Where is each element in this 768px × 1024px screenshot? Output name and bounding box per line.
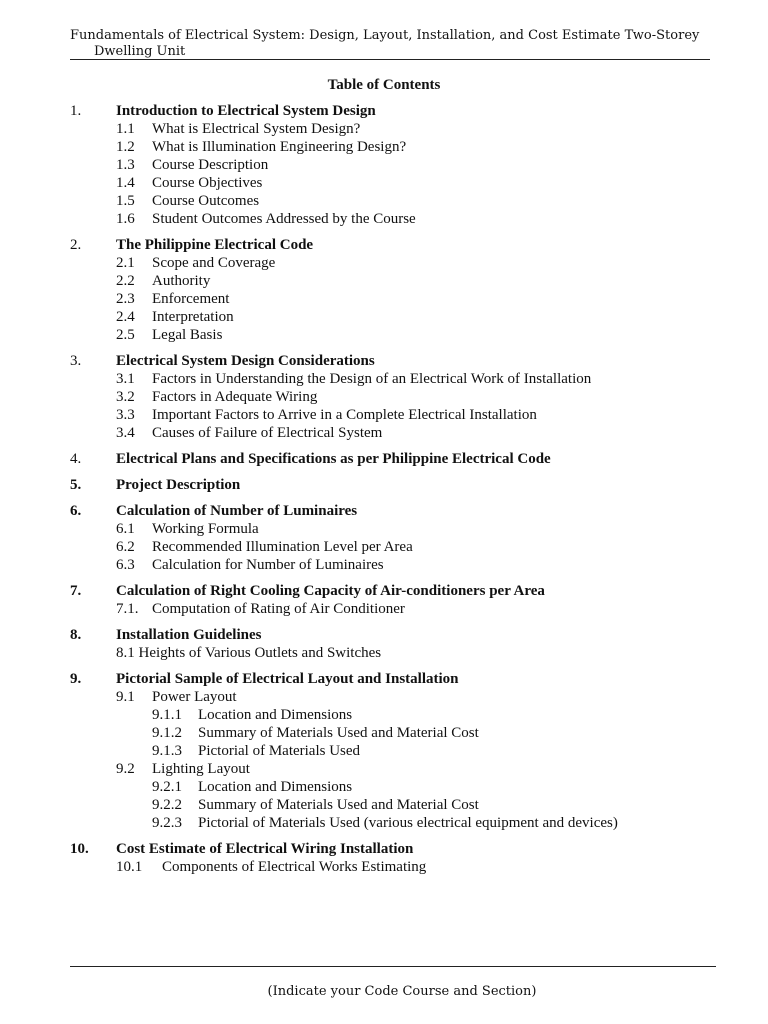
toc-title: Table of Contents [327,77,441,93]
toc-subsection [0,370,768,388]
toc-subsubsection-number: 9.2.3 [152,815,182,831]
toc-subsection-title: Calculation for Number of Luminaires [152,557,384,573]
toc-subsection-number: 10.1 [116,859,143,875]
toc-subsection-title: Interpretation [152,309,234,325]
toc-section-number: 5. [70,477,82,493]
toc-subsection-title: Components of Electrical Works Estimating [162,859,427,875]
toc-subsection-title: What is Illumination Engineering Design? [152,139,407,155]
toc-section-heading [0,450,768,468]
toc-section-title: Calculation of Number of Luminaires [116,503,358,519]
toc-subsubsection-title: Summary of Materials Used and Material Cost [198,797,479,813]
toc-subsection-title: Factors in Understanding the Design of an Electrical Work of Installation [152,371,592,387]
toc-subsubsection [0,706,768,724]
toc-subsection [0,424,768,442]
toc-section-heading [0,102,768,120]
toc-subsection [0,290,768,308]
toc-section-number: 6. [70,503,82,519]
toc-section [0,352,768,442]
toc-subsubsection [0,796,768,814]
toc-section-number: 2. [70,237,82,253]
toc-subsubsection [0,724,768,742]
toc-subsubsection-number: 9.1.3 [152,743,182,759]
toc-subsection [0,858,768,876]
toc-subsection-number: 2.5 [116,327,135,343]
toc-section-heading [0,582,768,600]
toc-subsection-number: 2.4 [116,309,135,325]
toc-section-title: Project Description [116,477,241,493]
toc-section [0,236,768,344]
toc-section-heading [0,670,768,688]
toc-section-number: 1. [70,103,82,119]
toc-subsection-number: 1.1 [116,121,135,137]
toc-subsection-number: 3.1 [116,371,135,387]
toc-section-number: 4. [70,451,82,467]
toc-section-number: 9. [70,671,82,687]
toc-subsection-number: 1.4 [116,175,135,191]
toc-subsection [0,156,768,174]
toc-subsection-number: 1.3 [116,157,135,173]
toc-subsection-number: 6.3 [116,557,135,573]
toc-subsection-title: Course Description [152,157,269,173]
toc-section-heading [0,626,768,644]
toc-subsection [0,688,768,706]
toc-subsection-title: Power Layout [152,689,237,705]
toc-subsection-number: 9.2 [116,761,135,777]
toc-section [0,476,768,494]
toc-body [0,102,768,876]
toc-subsection [0,644,768,662]
toc-section-title: The Philippine Electrical Code [116,237,314,253]
toc-section-heading [0,476,768,494]
toc-section-number: 8. [70,627,82,643]
toc-subsection [0,210,768,228]
table-of-contents [0,76,768,884]
toc-subsection-number: 3.2 [116,389,135,405]
toc-section [0,502,768,574]
toc-subsection-title: Factors in Adequate Wiring [152,389,318,405]
toc-subsection-number: 2.1 [116,255,135,271]
toc-subsubsection-title: Pictorial of Materials Used (various electrical equipment and devices) [198,815,618,831]
toc-subsection-number: 7.1. [116,601,139,617]
toc-section [0,840,768,876]
toc-subsubsection [0,742,768,760]
toc-subsection [0,174,768,192]
toc-section-number: 10. [70,841,89,857]
toc-section-title: Calculation of Right Cooling Capacity of Air-conditioners per Area [116,583,545,599]
toc-subsection-title: Recommended Illumination Level per Area [152,539,413,555]
toc-section [0,102,768,228]
toc-section-number: 3. [70,353,82,369]
toc-section-title: Cost Estimate of Electrical Wiring Installation [116,841,414,857]
toc-section-title: Electrical Plans and Specifications as per Philippine Electrical Code [116,451,551,467]
toc-section [0,450,768,468]
toc-subsection [0,120,768,138]
toc-subsection-number: 1.6 [116,211,135,227]
toc-subsection [0,760,768,778]
toc-subsection-title: Enforcement [152,291,230,307]
toc-subsubsection-title: Location and Dimensions [198,707,353,723]
toc-subsection-title: Authority [152,273,211,289]
footer-rule [70,966,716,967]
toc-section-heading [0,236,768,254]
toc-section [0,582,768,618]
toc-subsubsection-title: Summary of Materials Used and Material Cost [198,725,479,741]
toc-section [0,626,768,662]
toc-subsubsection-number: 9.1.1 [152,707,182,723]
toc-section-number: 7. [70,583,82,599]
toc-subsection-number: 3.4 [116,425,135,441]
toc-section-heading [0,502,768,520]
toc-subsection-number: 2.3 [116,291,135,307]
toc-subsection [0,538,768,556]
toc-section-title: Installation Guidelines [116,627,262,643]
toc-section-heading [0,840,768,858]
toc-subsection-title: Legal Basis [152,327,223,343]
toc-subsection [0,138,768,156]
toc-subsection-number: 9.1 [116,689,135,705]
header-rule [70,59,710,60]
toc-subsubsection [0,778,768,796]
toc-subsubsection-title: Pictorial of Materials Used [198,743,361,759]
toc-subsection [0,406,768,424]
toc-subsection-number: 1.5 [116,193,135,209]
toc-subsection-title: Causes of Failure of Electrical System [152,425,383,441]
toc-subsubsection [0,814,768,832]
toc-subsection-title: 8.1 Heights of Various Outlets and Switches [116,645,382,661]
toc-subsubsection-number: 9.2.1 [152,779,182,795]
toc-subsubsection-number: 9.1.2 [152,725,182,741]
toc-subsection [0,272,768,290]
toc-subsection [0,520,768,538]
toc-subsection-title: Course Objectives [152,175,263,191]
page-footer: (Indicate your Code Course and Section) [267,984,537,999]
toc-section [0,670,768,832]
toc-subsubsection-title: Location and Dimensions [198,779,353,795]
toc-subsection [0,326,768,344]
toc-subsection-number: 2.2 [116,273,135,289]
toc-subsubsection-number: 9.2.2 [152,797,182,813]
toc-subsection [0,388,768,406]
toc-subsection [0,254,768,272]
toc-subsection [0,192,768,210]
toc-subsection-title: What is Electrical System Design? [152,121,361,137]
running-header [70,28,710,60]
toc-subsection [0,556,768,574]
toc-subsection [0,308,768,326]
toc-section-title: Introduction to Electrical System Design [116,103,376,119]
toc-section-title: Electrical System Design Considerations [116,353,375,369]
toc-section-heading [0,352,768,370]
toc-subsection-number: 6.2 [116,539,135,555]
toc-subsection-title: Working Formula [152,521,259,537]
toc-subsection [0,600,768,618]
toc-subsection-title: Lighting Layout [152,761,250,777]
toc-subsection-title: Computation of Rating of Air Conditioner [152,601,405,617]
toc-subsection-title: Student Outcomes Addressed by the Course [152,211,416,227]
toc-subsection-number: 3.3 [116,407,135,423]
header-line-2: Dwelling Unit [94,44,186,59]
header-line-1: Fundamentals of Electrical System: Design, Layout, Installation, and Cost Estimate Two-Storey [70,28,700,43]
toc-subsection-number: 1.2 [116,139,135,155]
toc-subsection-title: Scope and Coverage [152,255,276,271]
toc-section-title: Pictorial Sample of Electrical Layout and Installation [116,671,459,687]
toc-subsection-title: Course Outcomes [152,193,260,209]
toc-subsection-title: Important Factors to Arrive in a Complete Electrical Installation [152,407,537,423]
toc-subsection-number: 6.1 [116,521,135,537]
